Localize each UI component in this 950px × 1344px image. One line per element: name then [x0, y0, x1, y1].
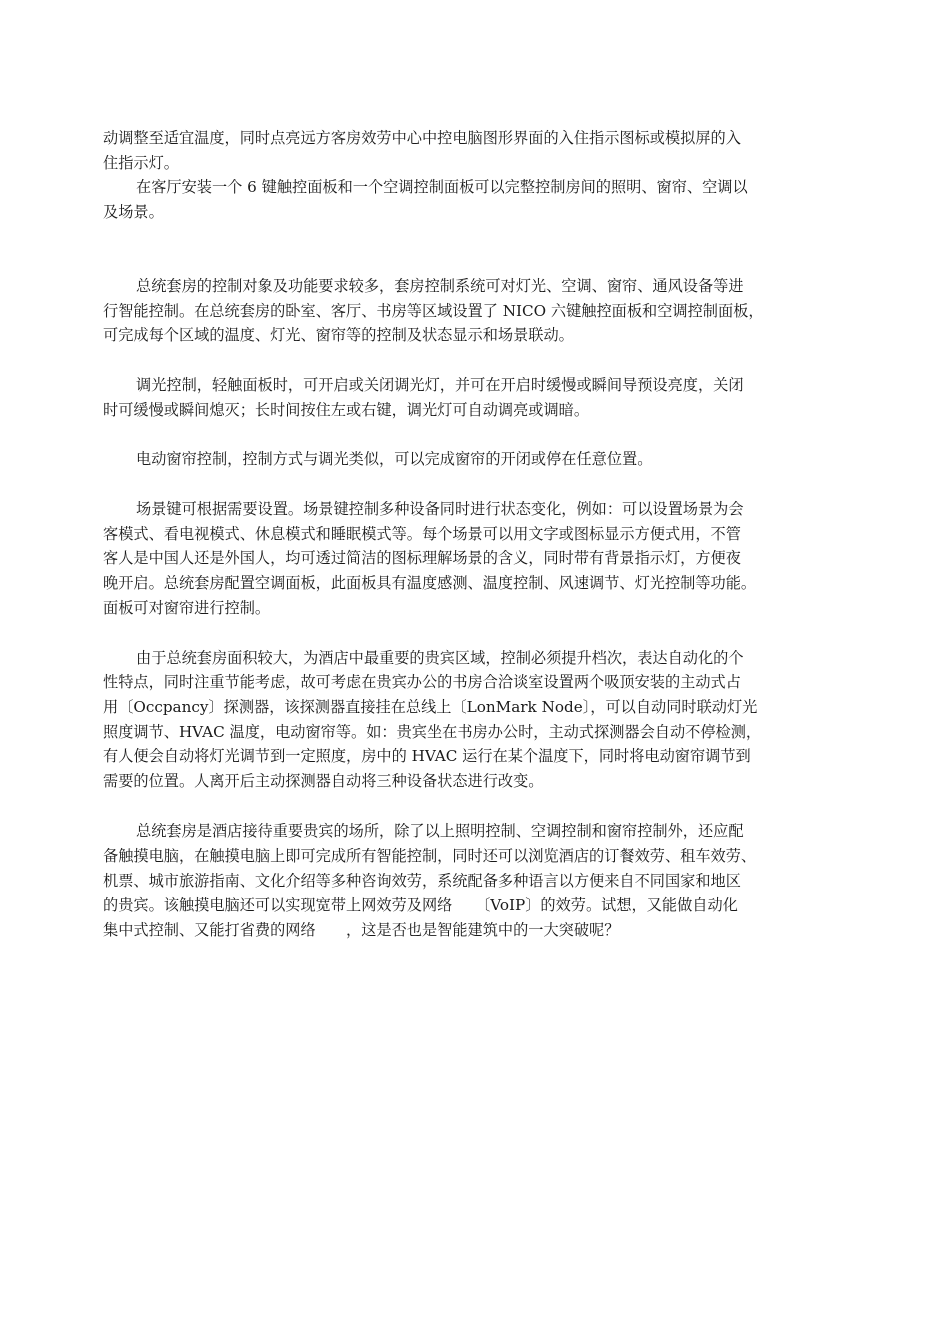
paragraph-3-line-3: 可完成每个区域的温度、灯光、窗帘等的控制及状态显示和场景联动。 [103, 326, 574, 344]
paragraph-7-line-2: 性特点，同时注重节能考虑，故可考虑在贵宾办公的书房合洽谈室设置两个吸顶安装的主动式占 [103, 673, 741, 691]
paragraph-3-line-1: 总统套房的控制对象及功能要求较多，套房控制系统可对灯光、空调、窗帘、通风设备等进 [136, 277, 744, 295]
paragraph-7-line-5: 有人便会自动将灯光调节到一定照度，房中的 HVAC 运行在某个温度下，同时将电动窗帘调节到 [103, 747, 751, 765]
paragraph-7-line-4: 照度调节、HVAC 温度，电动窗帘等。如：贵宾坐在书房办公时，主动式探测器会自动不停检测， [103, 723, 762, 741]
paragraph-6-line-4: 晚开启。总统套房配置空调面板，此面板具有温度感测、温度控制、风速调节、灯光控制等功能。 [103, 574, 757, 592]
paragraph-7-line-1: 由于总统套房面积较大，为酒店中最重要的贵宾区域，控制必须提升档次，表达自动化的个 [136, 649, 744, 667]
paragraph-6-line-3: 客人是中国人还是外国人，均可透过简洁的图标理解场景的含义，同时带有背景指示灯，方便夜 [103, 549, 741, 567]
paragraph-3-line-2: 行智能控制。在总统套房的卧室、客厅、书房等区域设置了 NICO 六键触控面板和空调控制面板， [103, 302, 764, 320]
paragraph-8-line-3: 机票、城市旅游指南、文化介绍等多种咨询效劳，系统配备多种语言以方便来自不同国家和地区 [103, 872, 741, 890]
paragraph-6-line-5: 面板可对窗帘进行控制。 [103, 599, 271, 617]
paragraph-6-line-2: 客模式、看电视模式、休息模式和睡眠模式等。每个场景可以用文字或图标显示方便式用，不管 [103, 525, 741, 543]
paragraph-4-line-2: 时可缓慢或瞬间熄灭；长时间按住左或右键，调光灯可自动调亮或调暗。 [103, 401, 589, 419]
paragraph-8-line-1: 总统套房是酒店接待重要贵宾的场所，除了以上照明控制、空调控制和窗帘控制外，还应配 [136, 822, 744, 840]
paragraph-6-line-1: 场景键可根据需要设置。场景键控制多种设备同时进行状态变化，例如：可以设置场景为会 [136, 500, 744, 518]
paragraph-1-line-1: 动调整至适宜温度，同时点亮远方客房效劳中心中控电脑图形界面的入住指示图标或模拟屏的入 [103, 129, 741, 147]
paragraph-1-line-2: 住指示灯。 [103, 154, 179, 172]
paragraph-4-line-1: 调光控制，轻触面板时，可开启或关闭调光灯，并可在开启时缓慢或瞬间导预设亮度，关闭 [136, 376, 744, 394]
paragraph-2-line-1: 在客厅安装一个 6 键触控面板和一个空调控制面板可以完整控制房间的照明、窗帘、空调以 [136, 178, 748, 196]
paragraph-5-line-1: 电动窗帘控制，控制方式与调光类似，可以完成窗帘的开闭或停在任意位置。 [136, 450, 653, 468]
paragraph-8-line-2: 备触摸电脑，在触摸电脑上即可完成所有智能控制，同时还可以浏览酒店的订餐效劳、租车效劳、 [103, 847, 757, 865]
paragraph-2-line-2: 及场景。 [103, 203, 164, 221]
paragraph-8-line-4: 的贵宾。该触摸电脑还可以实现宽带上网效劳及网络 〔VoIP〕的效劳。试想，又能做自动化 [103, 896, 738, 914]
paragraph-7-line-3: 用〔Occpancy〕探测器，该探测器直接挂在总线上〔LonMark Node〕，可以自动同时联动灯光 [103, 698, 758, 716]
paragraph-7-line-6: 需要的位置。人离开后主动探测器自动将三种设备状态进行改变。 [103, 772, 544, 790]
paragraph-8-line-5: 集中式控制、又能打省费的网络 ，这是否也是智能建筑中的一大突破呢？ [103, 921, 620, 939]
